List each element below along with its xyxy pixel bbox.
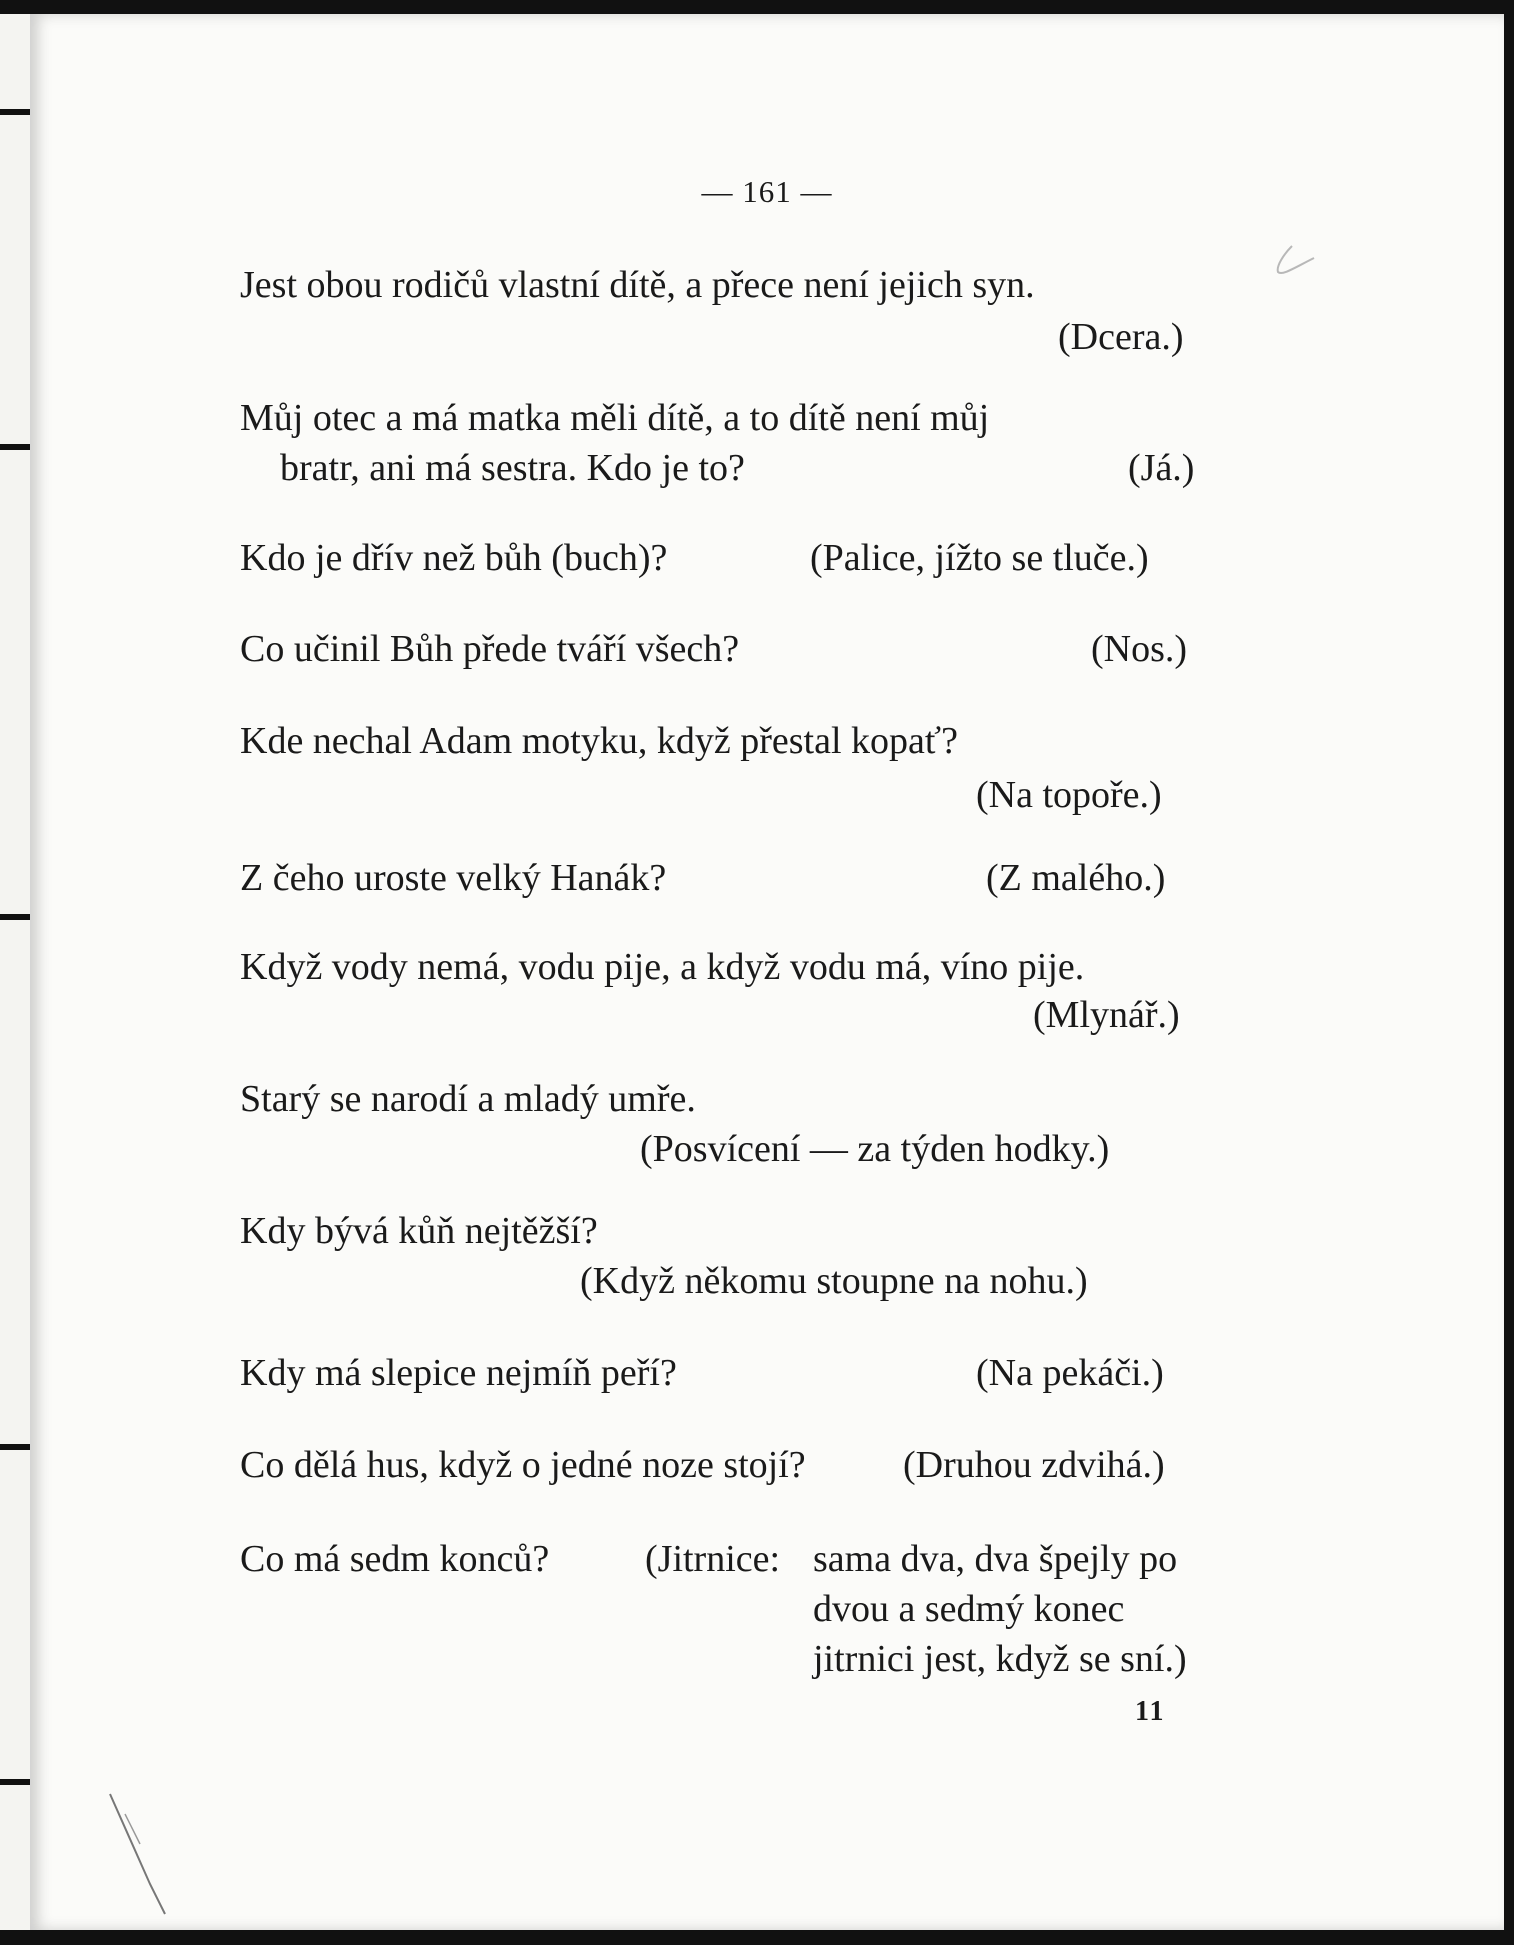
riddle-3-answer: (Palice, jížto se tluče.): [810, 537, 1149, 579]
riddle-5-question: Kde nechal Adam motyku, když přestal kopať?: [240, 720, 958, 762]
spine-mark: [0, 1779, 30, 1785]
riddle-4-question: Co učinil Bůh přede tváří všech?: [240, 628, 740, 670]
riddle-9-question: Kdy bývá kůň nejtěžší?: [240, 1210, 598, 1252]
riddle-2-question-cont: bratr, ani má sestra. Kdo je to?: [280, 447, 745, 489]
riddle-12-answer-line-3: jitrnici jest, když se sní.): [813, 1638, 1187, 1680]
riddle-12-answer-lead: (Jitrnice:: [645, 1538, 781, 1580]
riddle-1-answer: (Dcera.): [1058, 316, 1184, 358]
book-spine: [0, 14, 33, 1930]
scan-border-right: [1504, 0, 1514, 1945]
riddle-1-question: Jest obou rodičů vlastní dítě, a přece není jejich syn.: [240, 264, 1035, 306]
book-page: [30, 14, 1504, 1930]
riddle-6-answer: (Z malého.): [986, 857, 1166, 899]
riddle-2-question: Můj otec a má matka měli dítě, a to dítě není můj: [240, 397, 990, 439]
scan-border-bottom: [0, 1930, 1514, 1945]
riddle-12-question: Co má sedm konců?: [240, 1538, 550, 1580]
scan-scratch-marks: [70, 1774, 190, 1924]
riddle-7-answer: (Mlynář.): [1033, 994, 1180, 1036]
riddle-12-answer-line-1: sama dva, dva špejly po: [813, 1538, 1178, 1580]
riddle-7-question: Když vody nemá, vodu pije, a když vodu má, víno pije.: [240, 946, 1085, 988]
page-number: — 161 —: [701, 174, 833, 209]
riddle-3-question: Kdo je dřív než bůh (buch)?: [240, 537, 668, 579]
spine-mark: [0, 914, 30, 920]
riddle-10-question: Kdy má slepice nejmíň peří?: [240, 1352, 677, 1394]
scan-border-top: [0, 0, 1514, 14]
riddle-6-question: Z čeho uroste velký Hanák?: [240, 857, 667, 899]
riddle-5-answer: (Na topoře.): [976, 774, 1162, 816]
spine-mark: [0, 109, 30, 115]
spine-mark: [0, 1444, 30, 1450]
riddle-11-answer: (Druhou zdvihá.): [903, 1444, 1165, 1486]
riddle-11-question: Co dělá hus, když o jedné noze stojí?: [240, 1444, 806, 1486]
riddle-4-answer: (Nos.): [1091, 628, 1188, 670]
riddle-9-answer: (Když někomu stoupne na nohu.): [580, 1260, 1088, 1302]
riddle-8-question: Starý se narodí a mladý umře.: [240, 1078, 696, 1120]
riddle-2-answer: (Já.): [1128, 447, 1195, 489]
spine-mark: [0, 444, 30, 450]
signature-mark: 11: [1135, 1696, 1166, 1727]
riddle-12-answer-line-2: dvou a sedmý konec: [813, 1588, 1125, 1630]
riddle-10-answer: (Na pekáči.): [976, 1352, 1164, 1394]
pencil-check-mark: [1270, 242, 1320, 292]
riddle-8-answer: (Posvícení — za týden hodky.): [640, 1128, 1110, 1170]
